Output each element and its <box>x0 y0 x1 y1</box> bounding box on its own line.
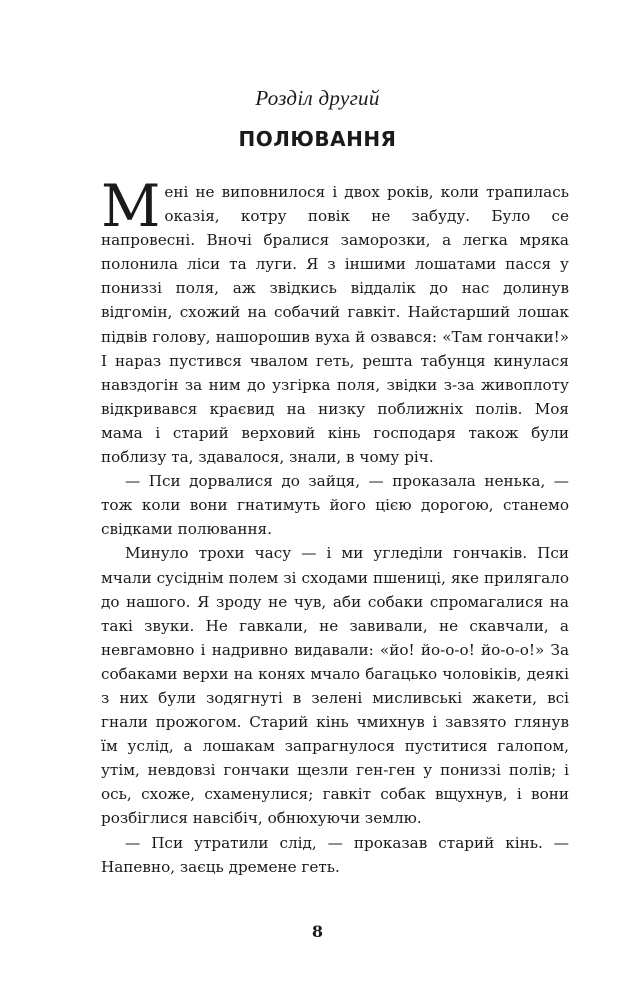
page-number: 8 <box>311 922 324 941</box>
paragraph-4: — Пси утратили слід, — проказав старий кінь. — Напевно, заєць дремене геть. <box>101 833 569 876</box>
paragraph-2: — Пси дорвалися до зайця, — проказала ненька, — тож коли вони гнатимуть його цією дорогою, станемо свідками полювання. <box>101 472 569 539</box>
paragraph-1 <box>101 172 569 469</box>
paragraph-1-text: ені не виповнилося і двох років, коли трапилась оказія, котру повік не забуду. Було се напровесні. Вночі бралися заморозки, а легка мряка полонила ліси та луги. Я з іншими лошатами пасся у пониззі поля, аж звідкись віддалік до нас долинув відгомін, схожий на собачий гавкіт. Найстарший лошак підвів голову, нашорошив вуха й озвався: «Там гончаки!» І нараз пустився чвалом геть, решта табунця кинулася навздогін за ним до узгірка поля, звідки з-за живоплоту відкривався краєвид на низку поближніх полів. Моя мама і старий верховий кінь господаря також були поблизу та, здавалося, знали, в чому річ. <box>101 183 569 467</box>
chapter-label: Розділ другий <box>255 86 380 110</box>
chapter-body <box>101 172 569 879</box>
chapter-title: ПОЛЮВАННЯ <box>238 127 397 151</box>
paragraph-3: Минуло трохи часу — і ми угледіли гончаків. Пси мчали сусіднім полем зі сходами пшениці, яке прилягало до нашого. Я зроду не чув, аби собаки спромагалися на такі звуки. Не гавкали, не завивали, не скавчали, а невгамовно і надривно видавали: «йо! йо-о-о! йо-о-о!» За собаками верхи на конях мчало багацько чоловіків, деякі з них були зодягнуті в зелені мисливські жакети, всі гнали прожогом. Старий кінь чмихнув і завзято глянув їм услід, а лошакам запрагнулося пуститися галопом, утім, невдовзі гончаки щезли ген-ген у пониззі полів; і ось, схоже, схаменулися; гавкіт собак вщухнув, і вони розбіглися навсібіч, обнюхуючи землю. <box>101 544 569 828</box>
drop-cap: М <box>101 172 161 240</box>
